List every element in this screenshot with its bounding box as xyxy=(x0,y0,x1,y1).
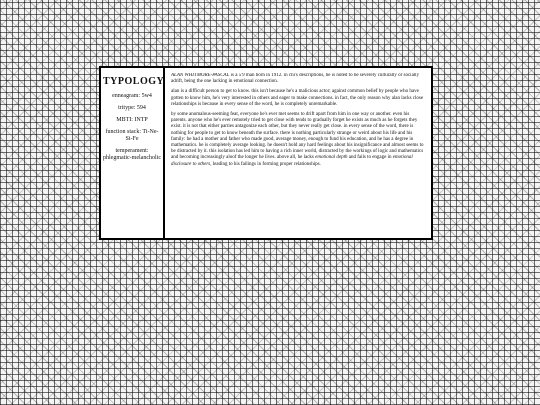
bio-paragraph-3-text-c: , leading to his failings in forming proper relationships. xyxy=(210,161,321,167)
bio-paragraph-1-text: is a 5'9 man born in 1912. in chi's descriptions, he is noted to be severely culturally or socially adrift, being the one lacking in emotional connection. xyxy=(171,73,420,85)
emphasis-emotional-depth: emotional depth xyxy=(315,155,348,161)
typology-sidebar xyxy=(101,68,165,238)
profile-card xyxy=(99,66,433,240)
bio-paragraph-3-text-a: by some anomalous-seeming feat, everyone he's ever met seems to drift apart from him in one way or another. even his parents. anyone who he's ever remotely tried to get close with tends to gradually forget he exists as much as he forgets they exist. it is not that either parties antagonize each other, but they never really get close. in every sense of the word, there is nothing for people to get to know beneath the surface. there is nothing particularly strange or weird about his life and his family: he had a mother and father who made good, average money, enough to fund his education, and he has a degree in mathematics. he is completely average looking. he doesn't hold any hard feelings about his insignificance and almost seems to be distracted by it. this isolation has led him to having a rich inner world, distracted by the workings of logic and mathematics and becoming increasingly aloof the longer he lives. above all, he lacks xyxy=(171,112,424,161)
sidebar-title: TYPOLOGY xyxy=(103,76,165,87)
enneagram-text: enneagram: 5w4 xyxy=(112,93,152,99)
bio-paragraph-3 xyxy=(171,112,425,168)
mbti-text: MBTI: INTP xyxy=(116,117,148,123)
bio-paragraph-1 xyxy=(171,73,425,85)
function-stack-text: function stack: Ti-Ne-Si-Fe xyxy=(105,129,159,142)
bio-paragraph-3-text-b: and fails to engage in xyxy=(347,155,393,161)
emphasis-emotional-disclosure: emotional disclosure to others xyxy=(171,155,413,167)
character-name: ALAN WHITMORE-PASCAL xyxy=(171,73,230,78)
temperament-text: temperament: phlegmatic-melancholic xyxy=(103,148,161,161)
bio-paragraph-2: alan is a difficult person to get to know. this isn't because he's a malicious actor; against common belief by people who have gotten to know him, he's very interested in others and eager to make connections. in fact, the only reason why alan lacks close relationships is because in every sense of the word, he is completely unremarkable. xyxy=(171,89,424,107)
tritype-text: tritype: 594 xyxy=(118,105,146,111)
bio-content xyxy=(171,73,425,235)
